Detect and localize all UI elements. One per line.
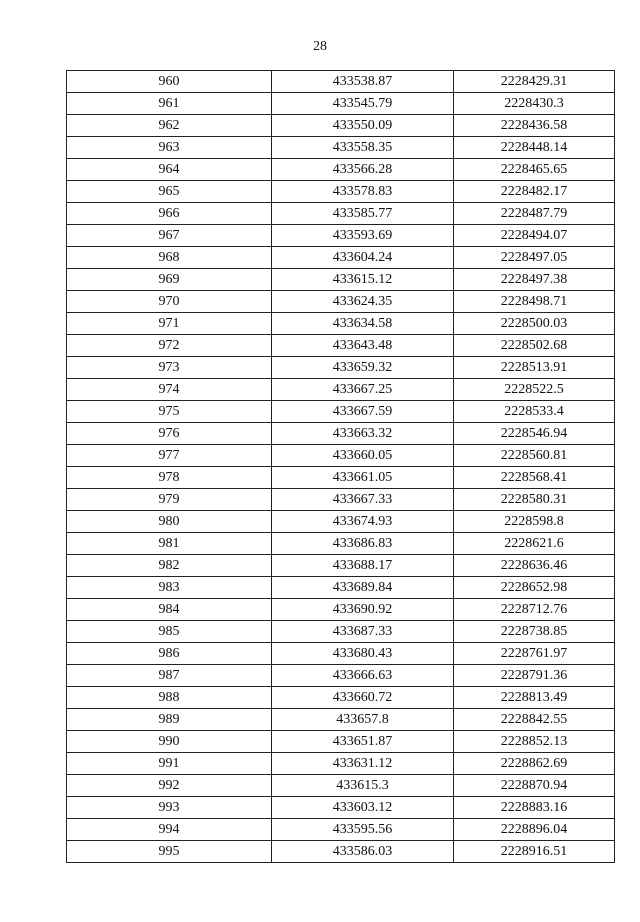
table-row <box>67 445 615 467</box>
table-row <box>67 753 615 775</box>
x-coordinate-cell: 433689.84 <box>272 577 454 599</box>
table-row <box>67 533 615 555</box>
table-row <box>67 181 615 203</box>
y-coordinate-cell: 2228482.17 <box>454 181 615 203</box>
table-row <box>67 643 615 665</box>
table-row <box>67 775 615 797</box>
point-id-cell: 965 <box>67 181 272 203</box>
y-coordinate-cell: 2228498.71 <box>454 291 615 313</box>
y-coordinate-cell: 2228494.07 <box>454 225 615 247</box>
x-coordinate-cell: 433604.24 <box>272 247 454 269</box>
point-id-cell: 972 <box>67 335 272 357</box>
point-id-cell: 981 <box>67 533 272 555</box>
y-coordinate-cell: 2228546.94 <box>454 423 615 445</box>
y-coordinate-cell: 2228621.6 <box>454 533 615 555</box>
x-coordinate-cell: 433558.35 <box>272 137 454 159</box>
y-coordinate-cell: 2228436.58 <box>454 115 615 137</box>
point-id-cell: 980 <box>67 511 272 533</box>
table-row <box>67 115 615 137</box>
table-row <box>67 577 615 599</box>
y-coordinate-cell: 2228852.13 <box>454 731 615 753</box>
point-id-cell: 995 <box>67 841 272 863</box>
point-id-cell: 991 <box>67 753 272 775</box>
table-row <box>67 379 615 401</box>
y-coordinate-cell: 2228500.03 <box>454 313 615 335</box>
table-row <box>67 599 615 621</box>
y-coordinate-cell: 2228568.41 <box>454 467 615 489</box>
x-coordinate-cell: 433593.69 <box>272 225 454 247</box>
point-id-cell: 988 <box>67 687 272 709</box>
table-row <box>67 159 615 181</box>
point-id-cell: 990 <box>67 731 272 753</box>
table-row <box>67 357 615 379</box>
point-id-cell: 977 <box>67 445 272 467</box>
table-row <box>67 313 615 335</box>
x-coordinate-cell: 433667.25 <box>272 379 454 401</box>
point-id-cell: 962 <box>67 115 272 137</box>
y-coordinate-cell: 2228916.51 <box>454 841 615 863</box>
point-id-cell: 973 <box>67 357 272 379</box>
table-row <box>67 621 615 643</box>
x-coordinate-cell: 433674.93 <box>272 511 454 533</box>
x-coordinate-cell: 433686.83 <box>272 533 454 555</box>
point-id-cell: 987 <box>67 665 272 687</box>
x-coordinate-cell: 433690.92 <box>272 599 454 621</box>
point-id-cell: 964 <box>67 159 272 181</box>
x-coordinate-cell: 433595.56 <box>272 819 454 841</box>
table-row <box>67 247 615 269</box>
table-row <box>67 467 615 489</box>
x-coordinate-cell: 433603.12 <box>272 797 454 819</box>
y-coordinate-cell: 2228791.36 <box>454 665 615 687</box>
y-coordinate-cell: 2228883.16 <box>454 797 615 819</box>
x-coordinate-cell: 433660.05 <box>272 445 454 467</box>
table-row <box>67 709 615 731</box>
point-id-cell: 963 <box>67 137 272 159</box>
table-row <box>67 137 615 159</box>
x-coordinate-cell: 433624.35 <box>272 291 454 313</box>
point-id-cell: 968 <box>67 247 272 269</box>
x-coordinate-cell: 433566.28 <box>272 159 454 181</box>
point-id-cell: 982 <box>67 555 272 577</box>
point-id-cell: 974 <box>67 379 272 401</box>
point-id-cell: 961 <box>67 93 272 115</box>
x-coordinate-cell: 433615.3 <box>272 775 454 797</box>
x-coordinate-cell: 433667.33 <box>272 489 454 511</box>
point-id-cell: 969 <box>67 269 272 291</box>
x-coordinate-cell: 433688.17 <box>272 555 454 577</box>
y-coordinate-cell: 2228712.76 <box>454 599 615 621</box>
point-id-cell: 989 <box>67 709 272 731</box>
x-coordinate-cell: 433585.77 <box>272 203 454 225</box>
table-row <box>67 819 615 841</box>
table-row <box>67 841 615 863</box>
x-coordinate-cell: 433538.87 <box>272 71 454 93</box>
y-coordinate-cell: 2228522.5 <box>454 379 615 401</box>
table-row <box>67 797 615 819</box>
x-coordinate-cell: 433615.12 <box>272 269 454 291</box>
table-row <box>67 93 615 115</box>
y-coordinate-cell: 2228497.05 <box>454 247 615 269</box>
point-id-cell: 984 <box>67 599 272 621</box>
table-row <box>67 335 615 357</box>
x-coordinate-cell: 433667.59 <box>272 401 454 423</box>
y-coordinate-cell: 2228430.3 <box>454 93 615 115</box>
table-row <box>67 731 615 753</box>
y-coordinate-cell: 2228560.81 <box>454 445 615 467</box>
page-number: 28 <box>313 39 327 54</box>
point-id-cell: 986 <box>67 643 272 665</box>
y-coordinate-cell: 2228533.4 <box>454 401 615 423</box>
x-coordinate-cell: 433659.32 <box>272 357 454 379</box>
x-coordinate-cell: 433651.87 <box>272 731 454 753</box>
table-body <box>67 71 615 863</box>
table-row <box>67 401 615 423</box>
x-coordinate-cell: 433550.09 <box>272 115 454 137</box>
y-coordinate-cell: 2228429.31 <box>454 71 615 93</box>
y-coordinate-cell: 2228487.79 <box>454 203 615 225</box>
x-coordinate-cell: 433578.83 <box>272 181 454 203</box>
y-coordinate-cell: 2228598.8 <box>454 511 615 533</box>
x-coordinate-cell: 433661.05 <box>272 467 454 489</box>
y-coordinate-cell: 2228813.49 <box>454 687 615 709</box>
point-id-cell: 993 <box>67 797 272 819</box>
y-coordinate-cell: 2228842.55 <box>454 709 615 731</box>
table-row <box>67 665 615 687</box>
y-coordinate-cell: 2228513.91 <box>454 357 615 379</box>
x-coordinate-cell: 433680.43 <box>272 643 454 665</box>
point-id-cell: 992 <box>67 775 272 797</box>
y-coordinate-cell: 2228497.38 <box>454 269 615 291</box>
point-id-cell: 994 <box>67 819 272 841</box>
x-coordinate-cell: 433643.48 <box>272 335 454 357</box>
y-coordinate-cell: 2228761.97 <box>454 643 615 665</box>
table-row <box>67 511 615 533</box>
x-coordinate-cell: 433687.33 <box>272 621 454 643</box>
table-row <box>67 423 615 445</box>
point-id-cell: 978 <box>67 467 272 489</box>
y-coordinate-cell: 2228636.46 <box>454 555 615 577</box>
table-row <box>67 489 615 511</box>
y-coordinate-cell: 2228580.31 <box>454 489 615 511</box>
y-coordinate-cell: 2228862.69 <box>454 753 615 775</box>
point-id-cell: 966 <box>67 203 272 225</box>
x-coordinate-cell: 433663.32 <box>272 423 454 445</box>
point-id-cell: 983 <box>67 577 272 599</box>
table-row <box>67 71 615 93</box>
coordinate-table <box>66 70 615 863</box>
table-row <box>67 291 615 313</box>
table-row <box>67 203 615 225</box>
y-coordinate-cell: 2228465.65 <box>454 159 615 181</box>
point-id-cell: 979 <box>67 489 272 511</box>
x-coordinate-cell: 433666.63 <box>272 665 454 687</box>
y-coordinate-cell: 2228448.14 <box>454 137 615 159</box>
point-id-cell: 985 <box>67 621 272 643</box>
table-row <box>67 687 615 709</box>
y-coordinate-cell: 2228652.98 <box>454 577 615 599</box>
table-row <box>67 269 615 291</box>
y-coordinate-cell: 2228738.85 <box>454 621 615 643</box>
x-coordinate-cell: 433631.12 <box>272 753 454 775</box>
x-coordinate-cell: 433545.79 <box>272 93 454 115</box>
x-coordinate-cell: 433586.03 <box>272 841 454 863</box>
y-coordinate-cell: 2228502.68 <box>454 335 615 357</box>
point-id-cell: 970 <box>67 291 272 313</box>
y-coordinate-cell: 2228870.94 <box>454 775 615 797</box>
point-id-cell: 976 <box>67 423 272 445</box>
point-id-cell: 960 <box>67 71 272 93</box>
table-row <box>67 555 615 577</box>
x-coordinate-cell: 433660.72 <box>272 687 454 709</box>
point-id-cell: 975 <box>67 401 272 423</box>
point-id-cell: 971 <box>67 313 272 335</box>
point-id-cell: 967 <box>67 225 272 247</box>
y-coordinate-cell: 2228896.04 <box>454 819 615 841</box>
x-coordinate-cell: 433634.58 <box>272 313 454 335</box>
table-row <box>67 225 615 247</box>
x-coordinate-cell: 433657.8 <box>272 709 454 731</box>
